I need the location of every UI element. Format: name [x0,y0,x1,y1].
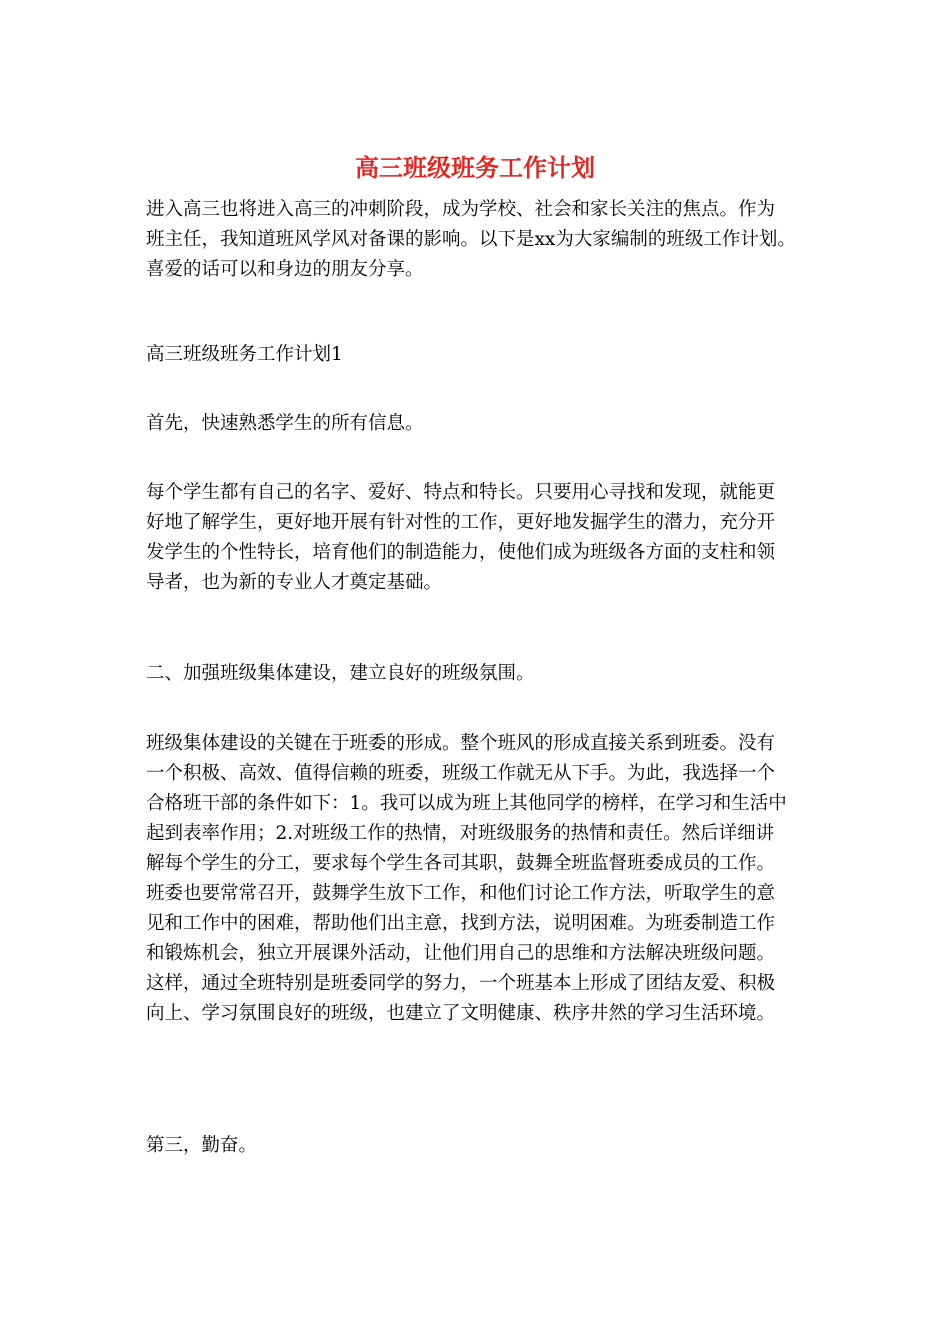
intro-line: 喜爱的话可以和身边的朋友分享。 [146,259,424,280]
point2-line: 班级集体建设的关键在于班委的形成。整个班风的形成直接关系到班委。没有 [146,733,776,754]
point2-line: 见和工作中的困难，帮助他们出主意，找到方法，说明困难。为班委制造工作 [146,913,776,934]
document-title: 高三班级班务工作计划 [355,153,595,182]
point2-paragraph [146,729,787,1029]
point3-heading [146,1131,257,1161]
point2-line: 起到表率作用；2.对班级工作的热情，对班级服务的热情和责任。然后详细讲 [146,823,775,844]
intro-line: 班主任，我知道班风学风对备课的影响。以下是xx为大家编制的班级工作计划。 [146,229,796,250]
point1-heading-text: 首先，快速熟悉学生的所有信息。 [146,413,424,434]
point3-heading-text: 第三，勤奋。 [146,1135,258,1156]
point2-line: 合格班干部的条件如下：1。我可以成为班上其他同学的榜样，在学习和生活中 [146,793,787,814]
point2-heading [146,659,535,689]
point1-line: 好地了解学生，更好地开展有针对性的工作，更好地发掘学生的潜力，充分开 [146,512,776,533]
point2-line: 一个积极、高效、值得信赖的班委，班级工作就无从下手。为此，我选择一个 [146,763,776,784]
point2-line: 解每个学生的分工，要求每个学生各司其职，鼓舞全班监督班委成员的工作。 [146,853,776,874]
point1-line: 发学生的个性特长，培育他们的制造能力，使他们成为班级各方面的支柱和领 [146,542,776,563]
point1-line: 每个学生都有自己的名字、爱好、特点和特长。只要用心寻找和发现，就能更 [146,482,776,503]
point2-line: 班委也要常常召开，鼓舞学生放下工作，和他们讨论工作方法，听取学生的意 [146,883,776,904]
point2-line: 向上、学习氛围良好的班级，也建立了文明健康、秩序井然的学习生活环境。 [146,1003,776,1024]
point2-heading-text: 二、加强班级集体建设，建立良好的班级氛围。 [146,663,535,684]
intro-line: 进入高三也将进入高三的冲刺阶段，成为学校、社会和家长关注的焦点。作为 [146,199,776,220]
point2-line: 和锻炼机会，独立开展课外活动，让他们用自己的思维和方法解决班级问题。 [146,943,776,964]
intro-paragraph [146,195,796,285]
point1-heading [146,409,424,439]
point2-line: 这样，通过全班特别是班委同学的努力，一个班基本上形成了团结友爱、积极 [146,973,776,994]
section-heading [146,340,343,370]
section-heading-text: 高三班级班务工作计划1 [146,344,343,365]
point1-paragraph [146,478,775,598]
point1-line: 导者，也为新的专业人才奠定基础。 [146,572,443,593]
